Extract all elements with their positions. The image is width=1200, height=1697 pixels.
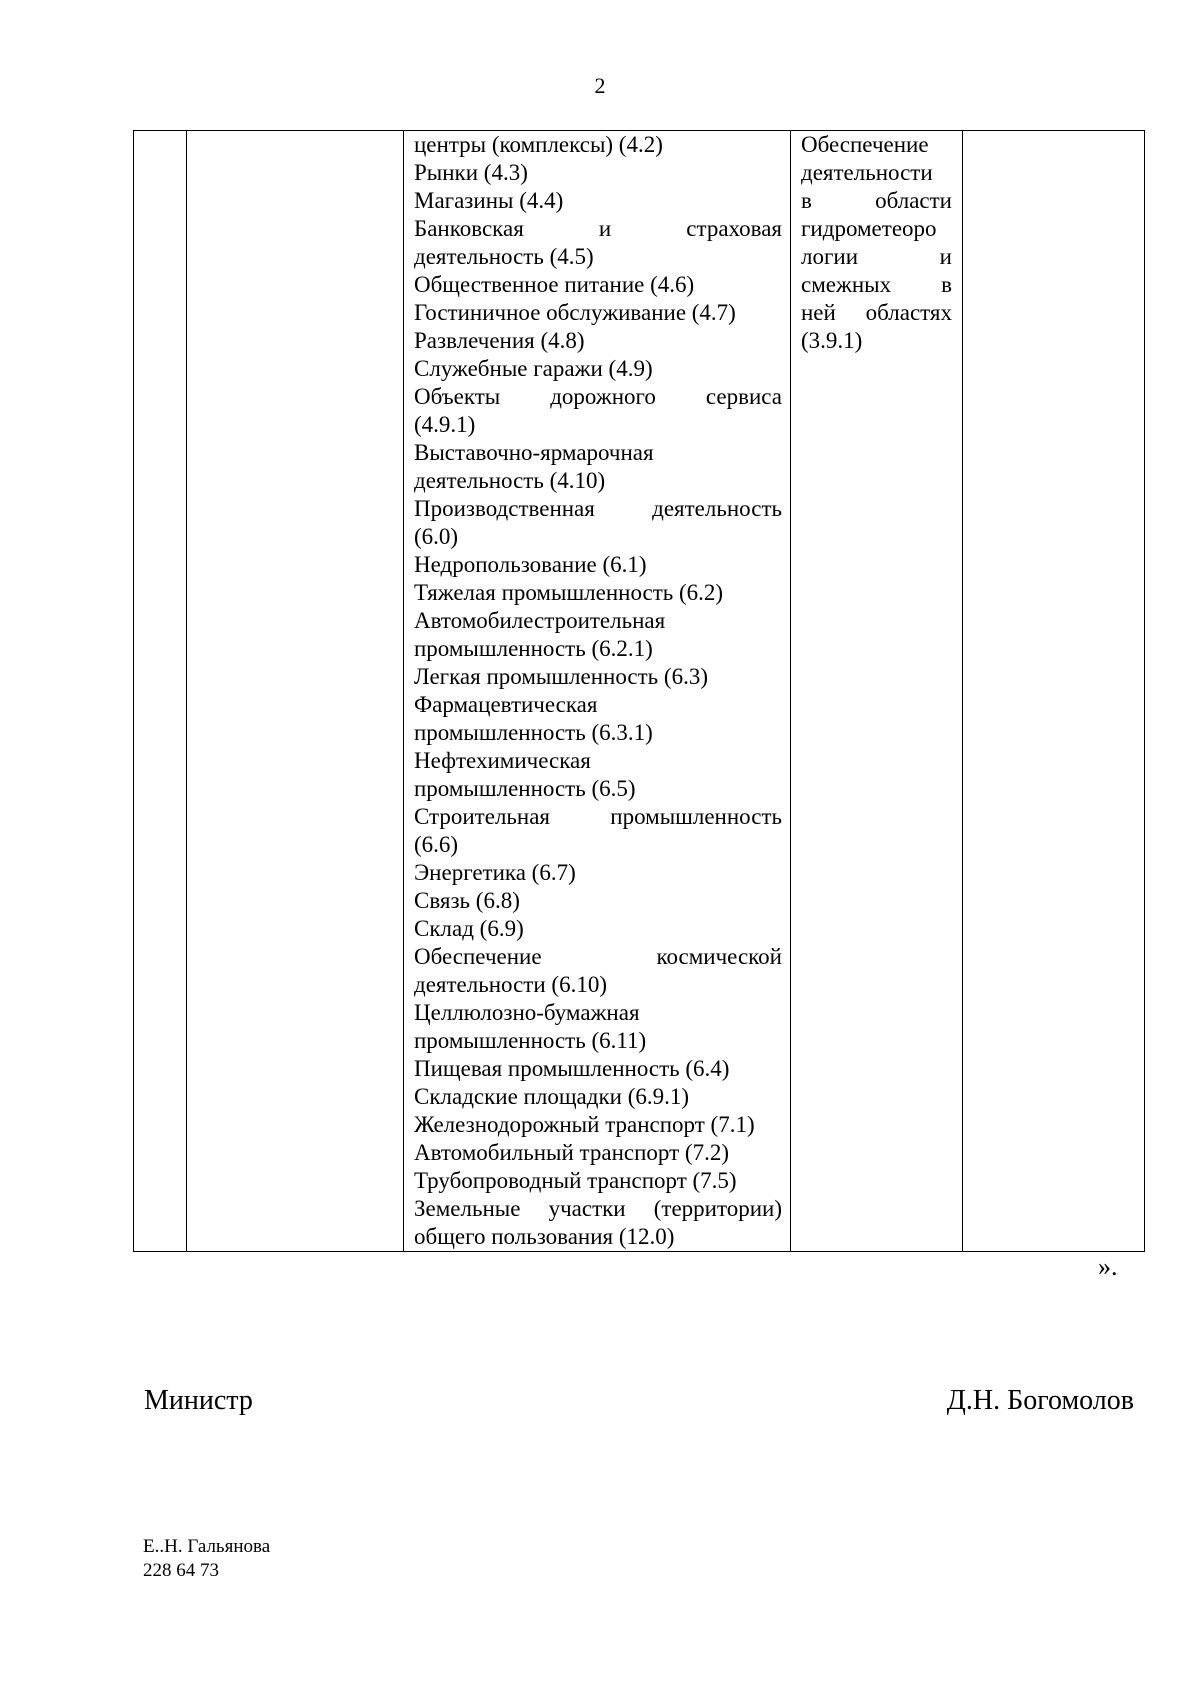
table-row: [134, 131, 1145, 1252]
conditional-use-line: смежных в: [801, 272, 952, 297]
conditional-use-line: в области: [801, 188, 952, 213]
use-type-line: Выставочно-ярмарочная: [414, 440, 654, 465]
use-type-line: Производственная деятельность: [414, 496, 782, 521]
use-type-line: Складские площадки (6.9.1): [414, 1084, 690, 1109]
use-type-line: (4.9.1): [414, 412, 476, 437]
executor-phone: 228 64 73: [143, 1560, 219, 1581]
use-type-line: Магазины (4.4): [414, 188, 564, 213]
executor-name: Е..Н. Гальянова: [143, 1536, 271, 1557]
conditional-use-line: Обеспечение: [801, 132, 929, 157]
use-type-line: Связь (6.8): [414, 888, 520, 913]
conditional-use-line: логии и: [801, 244, 952, 269]
use-type-line: деятельность (4.10): [414, 468, 606, 493]
use-type-line: Железнодорожный транспорт (7.1): [414, 1112, 755, 1137]
use-type-line: Банковская и страховая: [414, 216, 782, 241]
use-type-line: Автомобильный транспорт (7.2): [414, 1140, 729, 1165]
use-type-line: (6.6): [414, 832, 459, 857]
use-type-line: Земельные участки (территории): [414, 1196, 782, 1221]
use-type-line: Энергетика (6.7): [414, 860, 576, 885]
use-type-line: Недропользование (6.1): [414, 552, 647, 577]
signature-name: Д.Н. Богомолов: [946, 1385, 1134, 1416]
conditional-use-line: гидрометеоро: [801, 216, 937, 241]
conditional-use-line: ней областях: [801, 300, 952, 325]
table-cell-zone: [187, 131, 404, 1252]
use-type-line: Развлечения (4.8): [414, 328, 585, 353]
use-type-line: Тяжелая промышленность (6.2): [414, 580, 724, 605]
table-cell-conditional-use: [791, 131, 963, 1252]
use-type-line: деятельности (6.10): [414, 972, 607, 997]
use-type-line: Общественное питание (4.6): [414, 272, 695, 297]
use-type-line: Строительная промышленность: [414, 804, 782, 829]
use-type-line: Рынки (4.3): [414, 160, 528, 185]
land-use-table: [133, 130, 1145, 1252]
use-type-line: общего пользования (12.0): [414, 1224, 675, 1249]
use-type-line: Нефтехимическая: [414, 748, 591, 773]
use-type-line: деятельность (4.5): [414, 244, 594, 269]
use-type-line: Пищевая промышленность (6.4): [414, 1056, 730, 1081]
use-type-line: промышленность (6.5): [414, 776, 636, 801]
use-type-line: Служебные гаражи (4.9): [414, 356, 653, 381]
use-type-line: промышленность (6.11): [414, 1028, 647, 1053]
use-type-line: Склад (6.9): [414, 916, 524, 941]
use-type-line: Трубопроводный транспорт (7.5): [414, 1168, 737, 1193]
use-type-line: Легкая промышленность (6.3): [414, 664, 708, 689]
use-type-line: промышленность (6.2.1): [414, 636, 653, 661]
use-type-line: промышленность (6.3.1): [414, 720, 653, 745]
closing-quote: ».: [1098, 1252, 1118, 1281]
use-type-line: Обеспечение космической: [414, 944, 782, 969]
use-type-line: (6.0): [414, 524, 459, 549]
conditional-use-list: [791, 131, 962, 355]
use-type-line: центры (комплексы) (4.2): [414, 132, 663, 157]
page-number: 2: [594, 73, 606, 98]
use-types-list: [404, 131, 790, 1251]
signature-title: Министр: [144, 1385, 253, 1416]
use-type-line: Объекты дорожного сервиса: [414, 384, 782, 409]
conditional-use-line: (3.9.1): [801, 328, 863, 353]
table-cell-empty: [963, 131, 1145, 1252]
use-type-line: Гостиничное обслуживание (4.7): [414, 300, 736, 325]
use-type-line: Автомобилестроительная: [414, 608, 666, 633]
conditional-use-line: деятельности: [801, 160, 933, 185]
table-cell-number: [134, 131, 187, 1252]
use-type-line: Целлюлозно-бумажная: [414, 1000, 640, 1025]
use-type-line: Фармацевтическая: [414, 692, 598, 717]
table-cell-use-types: [404, 131, 791, 1252]
